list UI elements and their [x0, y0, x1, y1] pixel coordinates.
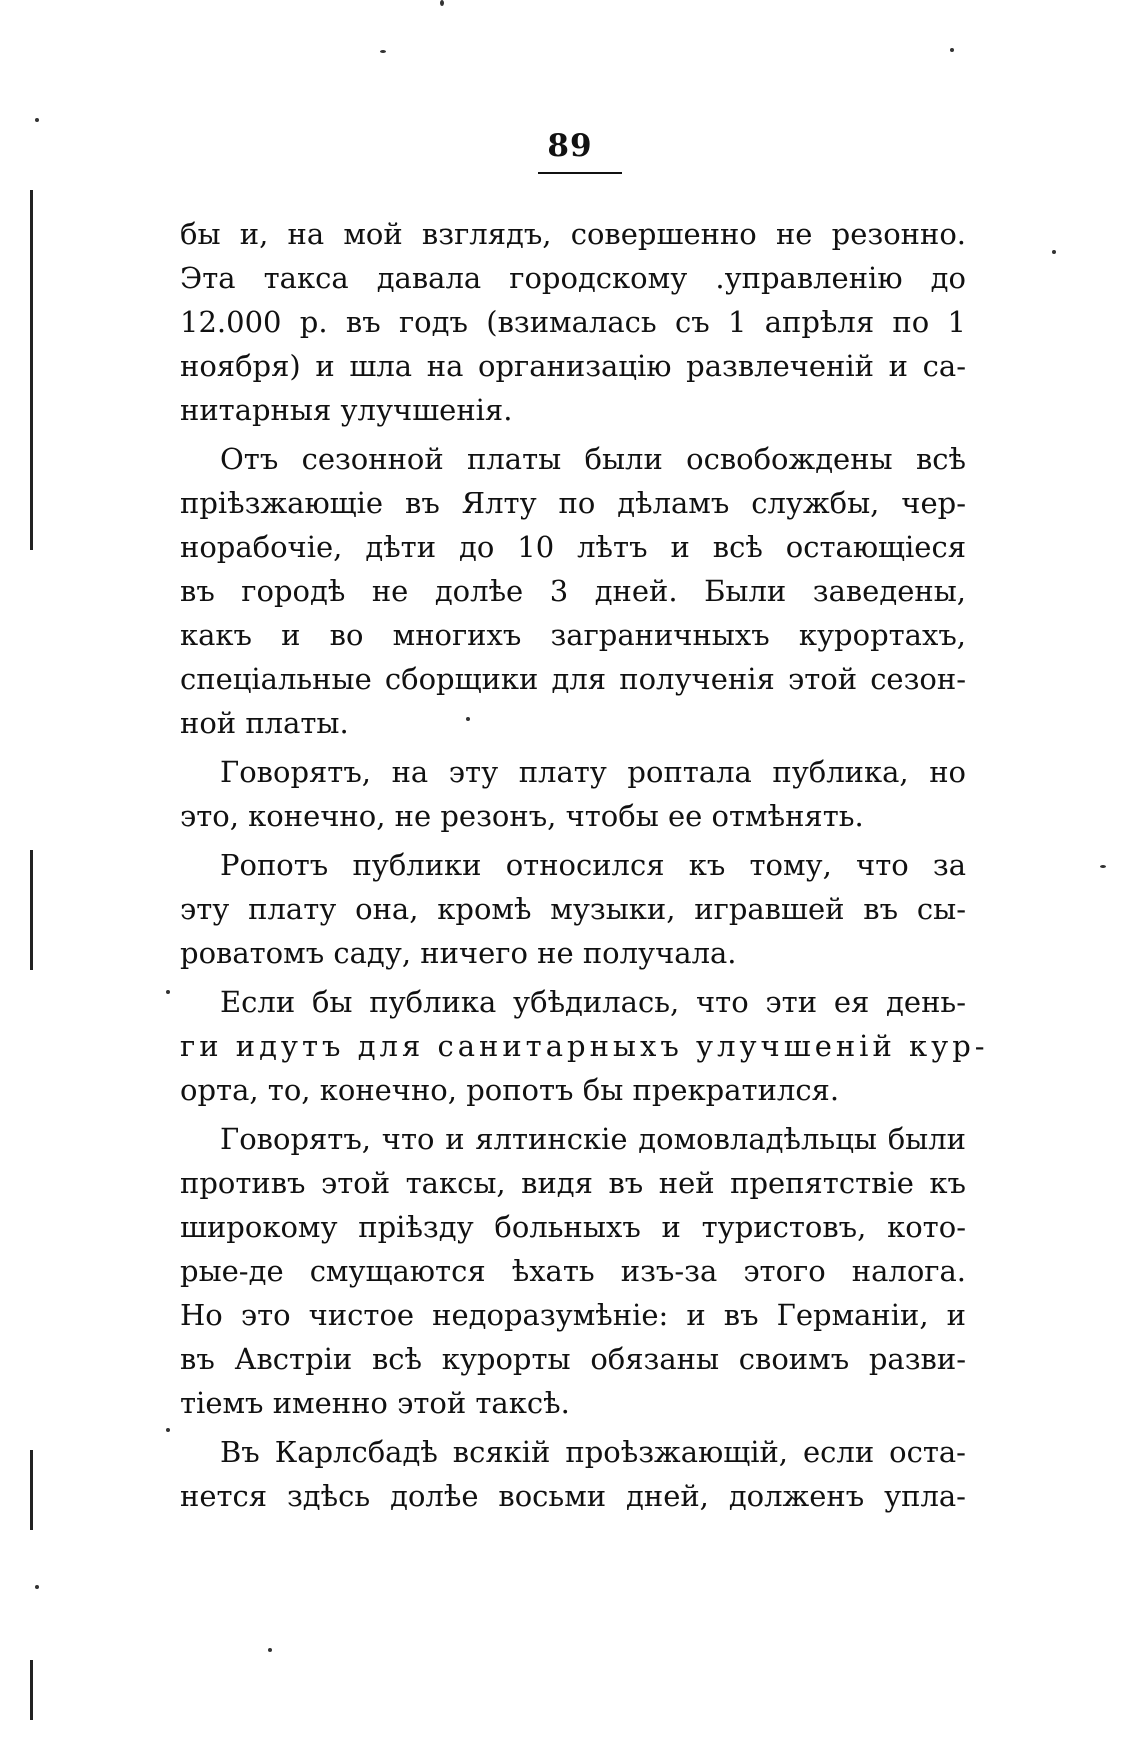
paragraph	[180, 212, 966, 432]
text-line: эту плату она, кромѣ музыки, игравшей въ сы-	[180, 892, 966, 926]
scan-margin-line	[30, 850, 33, 970]
text-line: пріѣзжающіе въ Ялту по дѣламъ службы, чер-	[180, 486, 966, 520]
text-line: нется здѣсь долѣе восьми дней, долженъ упла-	[180, 1479, 966, 1513]
text-line: Въ Карлсбадѣ всякій проѣзжающій, если оста-	[220, 1435, 966, 1469]
text-line: тіемъ именно этой таксѣ.	[180, 1386, 570, 1420]
scan-margin-line	[30, 190, 33, 550]
text-line: орта, то, конечно, ропотъ бы прекратился.	[180, 1073, 840, 1107]
scan-speck	[1052, 250, 1056, 254]
text-line: ной платы.	[180, 706, 349, 740]
text-line: Говорятъ, на эту плату роптала публика, но	[220, 755, 966, 789]
page-number-rule	[538, 172, 622, 174]
scan-speck	[166, 990, 170, 994]
paragraph	[180, 843, 966, 975]
text-line: норабочіе, дѣти до 10 лѣтъ и всѣ остающіеся	[180, 530, 966, 564]
text-line: въ городѣ не долѣе 3 дней. Были заведены,	[180, 574, 966, 608]
text-line: рые-де смущаются ѣхать изъ-за этого налога.	[180, 1254, 966, 1288]
paragraph	[180, 750, 966, 838]
text-line: Ропотъ публики относился къ тому, что за	[220, 848, 966, 882]
body-text	[180, 212, 989, 1518]
text-line: въ Австріи всѣ курорты обязаны своимъ разви-	[180, 1342, 966, 1376]
scan-speck	[380, 50, 386, 53]
scan-speck	[440, 0, 444, 6]
paragraph	[180, 1430, 966, 1518]
text-line: бы и, на мой взглядъ, совершенно не резонно.	[180, 217, 966, 251]
text-line: Отъ сезонной платы были освобождены всѣ	[220, 442, 966, 476]
paragraph	[180, 980, 989, 1112]
text-line: Говорятъ, что и ялтинскіе домовладѣльцы были	[220, 1122, 966, 1156]
text-line: 12.000 р. въ годъ (взималась съ 1 апрѣля по 1	[180, 305, 966, 339]
text-line: широкому пріѣзду больныхъ и туристовъ, кото-	[180, 1210, 966, 1244]
text-line: ги идутъ для санитарныхъ улучшеній кур-	[180, 1029, 989, 1063]
scan-speck	[35, 118, 39, 122]
page-number: 89	[547, 128, 593, 164]
text-line: ноября) и шла на организацію развлеченій и са-	[180, 349, 966, 383]
scan-speck	[166, 1428, 170, 1432]
text-line: Эта такса давала городскому .управленію до	[180, 261, 966, 295]
text-line: противъ этой таксы, видя въ ней препятствіе къ	[180, 1166, 966, 1200]
scan-margin-line	[30, 1660, 33, 1720]
text-line: Если бы публика убѣдилась, что эти ея день-	[220, 985, 966, 1019]
text-line: это, конечно, не резонъ, чтобы ее отмѣнять.	[180, 799, 864, 833]
paragraph	[180, 1117, 966, 1425]
text-line: роватомъ саду, ничего не получала.	[180, 936, 737, 970]
text-line: Но это чистое недоразумѣніе: и въ Германіи, и	[180, 1298, 966, 1332]
scan-margin-line	[30, 1450, 33, 1530]
scan-speck	[1100, 865, 1106, 868]
text-line: нитарныя улучшенія.	[180, 393, 513, 427]
scan-speck	[268, 1648, 272, 1652]
text-line: спеціальные сборщики для полученія этой сезон-	[180, 662, 966, 696]
paragraph	[180, 437, 966, 745]
scan-speck	[950, 48, 954, 52]
scan-speck	[35, 1585, 39, 1589]
text-line: какъ и во многихъ заграничныхъ курортахъ,	[180, 618, 966, 652]
